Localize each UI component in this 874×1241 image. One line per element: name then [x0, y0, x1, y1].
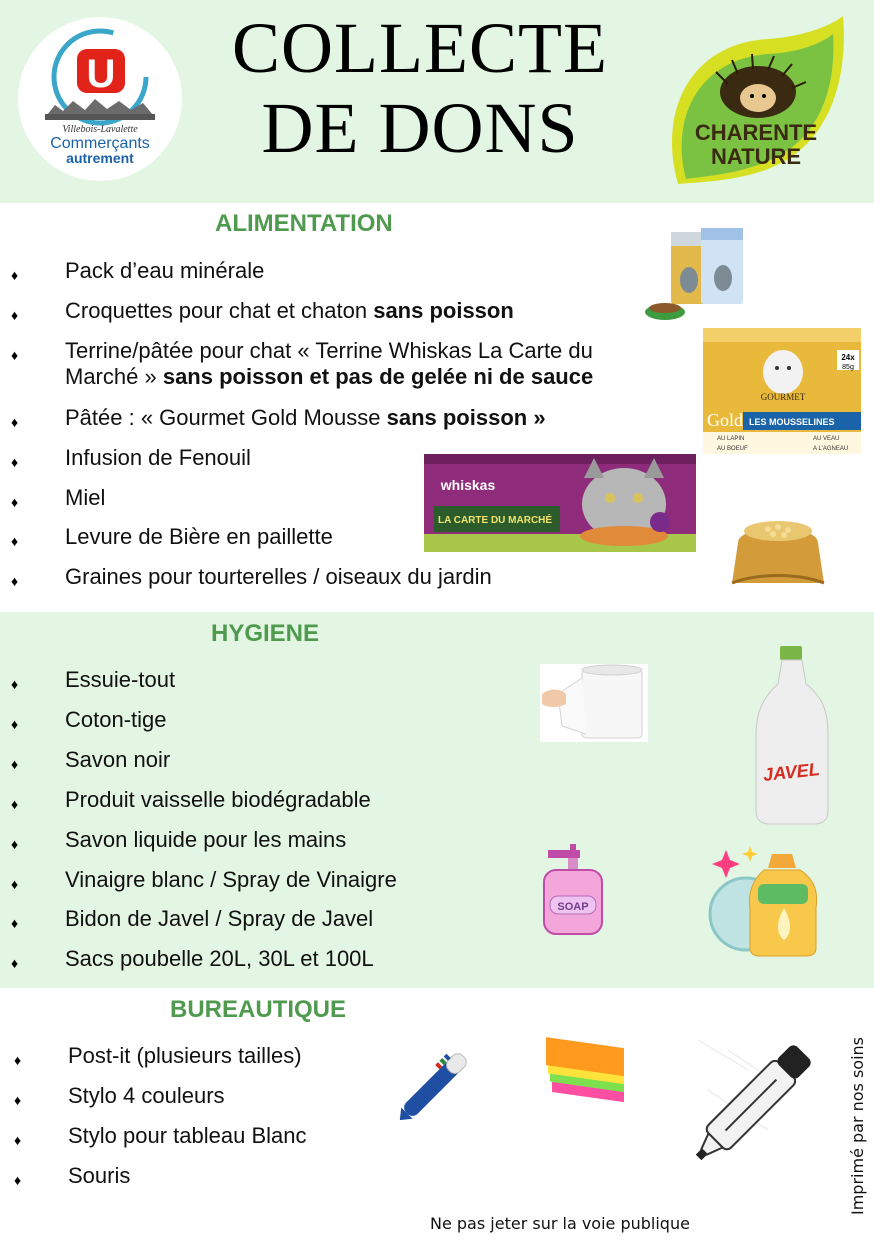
charente-line-1: CHARENTE	[694, 120, 818, 145]
list-item: ♦ Souris	[68, 1163, 307, 1203]
section-title-bureautique: BUREAUTIQUE	[170, 996, 347, 1023]
svg-text:GOURMET: GOURMET	[760, 392, 806, 402]
bureautique-list	[14, 1043, 307, 1203]
list-item: ♦ Stylo pour tableau Blanc	[68, 1123, 307, 1163]
list-item: ♦ Savon liquide pour les mains	[65, 827, 397, 867]
bullet-icon: ♦	[11, 414, 19, 430]
charente-nature-logo	[658, 14, 848, 192]
logo-u-letter: U	[86, 52, 116, 96]
yeast-sack-image	[728, 513, 828, 589]
bullet-icon: ♦	[11, 454, 19, 470]
whiskas-pack-image	[424, 454, 696, 552]
svg-text:JAVEL: JAVEL	[762, 759, 821, 785]
bullet-icon: ♦	[14, 1092, 22, 1108]
list-item: ♦ Produit vaisselle biodégradable	[65, 787, 397, 827]
bullet-icon: ♦	[14, 1132, 22, 1148]
bullet-icon: ♦	[11, 573, 19, 589]
bullet-icon: ♦	[11, 876, 19, 892]
bullet-icon: ♦	[11, 307, 19, 323]
printed-by-note: Imprimé par nos soins	[848, 1036, 867, 1215]
title-line-1: COLLECTE	[232, 8, 608, 88]
list-item: ♦ Graines pour tourterelles / oiseaux du jardin	[65, 564, 593, 604]
four-color-pen-image	[388, 1032, 488, 1132]
javel-bottle-image	[754, 644, 830, 826]
whiteboard-marker-image	[688, 1030, 828, 1166]
title-line-2: DE DONS	[261, 88, 579, 168]
list-item: ♦ Sacs poubelle 20L, 30L et 100L	[65, 946, 397, 986]
hygiene-list	[11, 667, 397, 986]
bullet-icon: ♦	[11, 955, 19, 971]
list-item: ♦ Bidon de Javel / Spray de Javel	[65, 906, 397, 946]
post-it-image	[538, 1026, 642, 1130]
super-u-logo	[15, 15, 185, 183]
alimentation-list	[11, 258, 594, 604]
list-item: ♦ Coton-tige	[65, 707, 397, 747]
svg-text:AU LAPIN: AU LAPIN	[717, 436, 745, 442]
soap-dispenser-image	[540, 840, 606, 936]
svg-text:whiskas: whiskas	[440, 477, 496, 493]
bullet-icon: ♦	[11, 796, 19, 812]
svg-text:24x: 24x	[841, 353, 855, 362]
bullet-icon: ♦	[11, 267, 19, 283]
svg-text:LA CARTE DU MARCHÉ: LA CARTE DU MARCHÉ	[438, 515, 553, 526]
list-item: ♦ Vinaigre blanc / Spray de Vinaigre	[65, 867, 397, 906]
paper-towel-image	[540, 664, 648, 742]
svg-text:AU VEAU: AU VEAU	[813, 436, 840, 442]
section-title-alimentation: ALIMENTATION	[215, 210, 393, 237]
charente-line-2: NATURE	[710, 144, 802, 169]
logo-line-2: Commerçants	[50, 135, 150, 152]
list-item: ♦ Terrine/pâtée pour chat « Terrine Whiskas La Carte du Marché » sans poisson et pas de gelée ni de sauce	[11, 338, 594, 389]
page-title	[200, 8, 640, 168]
bullet-icon: ♦	[11, 494, 19, 510]
list-item: ♦ Pack d’eau minérale	[65, 258, 593, 298]
list-item: ♦ Infusion de Fenouil	[65, 445, 593, 485]
list-item: ♦ Levure de Bière en paillette	[65, 524, 593, 564]
list-item: ♦ Pâtée : « Gourmet Gold Mousse sans poisson »	[65, 405, 593, 445]
logo-line-1: Villebois-Lavalette	[62, 124, 138, 135]
bullet-icon: ♦	[11, 915, 19, 931]
bullet-icon: ♦	[11, 676, 19, 692]
bullet-icon: ♦	[11, 347, 19, 363]
svg-text:85g: 85g	[842, 364, 854, 371]
section-title-hygiene: HYGIENE	[211, 620, 320, 647]
list-item: ♦ Savon noir	[65, 747, 397, 787]
bullet-icon: ♦	[11, 836, 19, 852]
bullet-icon: ♦	[11, 533, 19, 549]
gourmet-gold-box-image	[703, 328, 861, 454]
dish-soap-image	[706, 844, 822, 958]
svg-text:SOAP: SOAP	[557, 901, 589, 913]
bullet-icon: ♦	[14, 1052, 22, 1068]
bullet-icon: ♦	[14, 1172, 22, 1188]
list-item: ♦ Essuie-tout	[65, 667, 397, 707]
list-item: ♦ Croquettes pour chat et chaton sans poisson	[65, 298, 593, 338]
svg-text:Gold: Gold	[707, 410, 743, 430]
footer-note: Ne pas jeter sur la voie publique	[430, 1214, 690, 1233]
svg-text:A L'AGNEAU: A L'AGNEAU	[813, 446, 849, 452]
cat-kibble-bags-image	[645, 226, 747, 326]
bullet-icon: ♦	[11, 716, 19, 732]
svg-text:AU BOEUF: AU BOEUF	[717, 446, 748, 452]
list-item: ♦ Stylo 4 couleurs	[68, 1083, 307, 1123]
list-item: ♦ Miel	[65, 485, 593, 524]
bullet-icon: ♦	[11, 756, 19, 772]
list-item: ♦ Post-it (plusieurs tailles)	[68, 1043, 307, 1083]
logo-line-3: autrement	[66, 150, 134, 166]
svg-text:LES MOUSSELINES: LES MOUSSELINES	[749, 417, 835, 427]
